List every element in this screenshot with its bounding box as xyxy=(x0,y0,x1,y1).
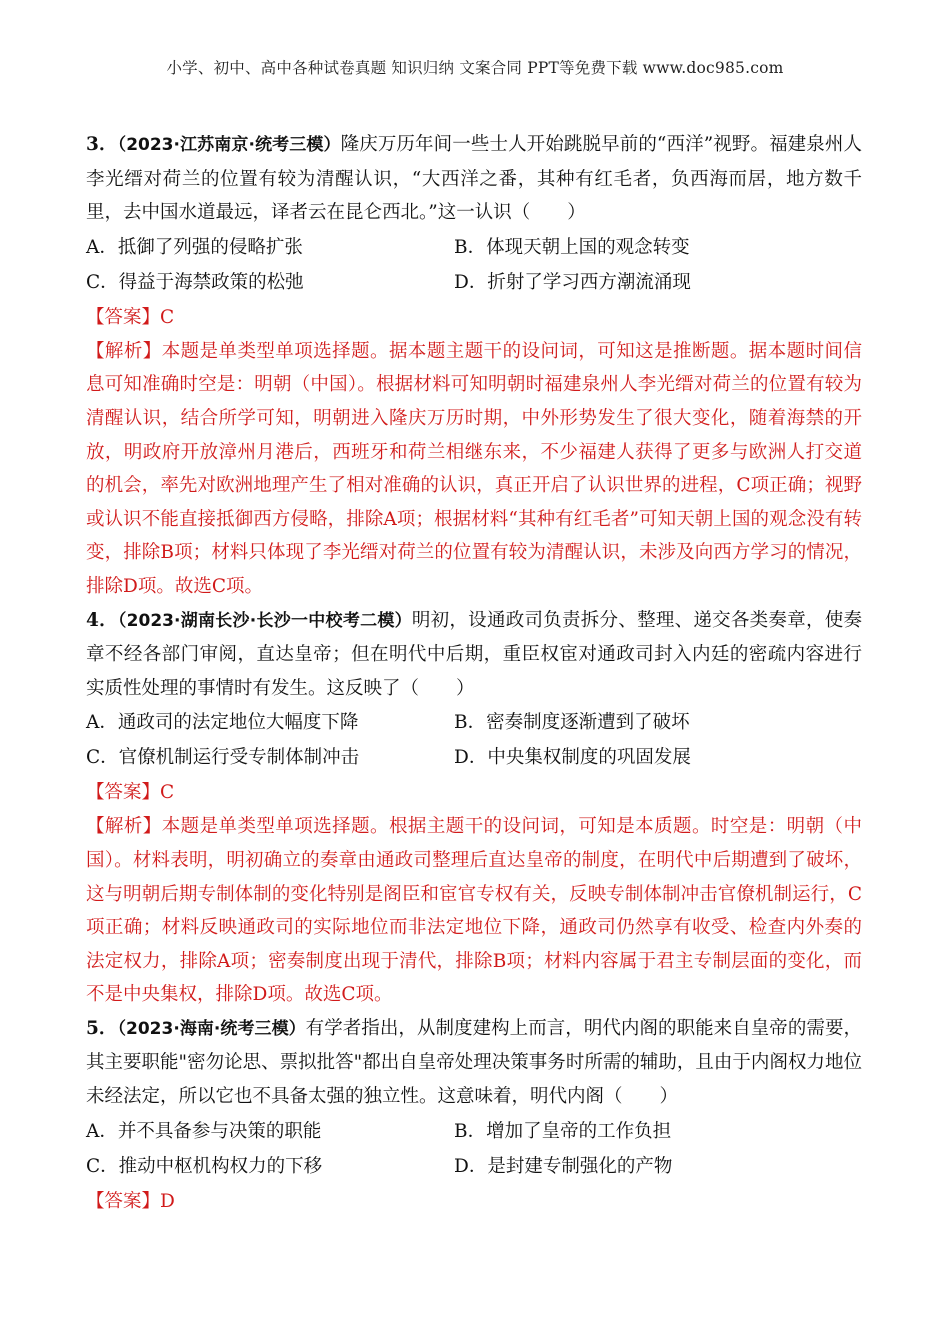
question-stem xyxy=(86,604,862,706)
option-d: D．是封建专制强化的产物 xyxy=(454,1155,673,1177)
option-b: B．密奏制度逐渐遭到了破坏 xyxy=(454,712,690,734)
option-c: C．推动中枢机构权力的下移 xyxy=(86,1155,323,1177)
question-5 xyxy=(86,1012,862,1219)
option-b: B．体现天朝上国的观念转变 xyxy=(454,236,690,258)
question-4 xyxy=(86,604,862,1012)
option-d: D．折射了学习西方潮流涌现 xyxy=(454,271,691,293)
analysis: 【解析】本题是单类型单项选择题。据本题主题干的设问词，可知这是推断题。据本题时间信息可知准确时空是：明朝（中国）。根据材料可知明朝时福建泉州人李光缙对荷兰的位置有较为清醒认识，结合所学可知，明朝进入隆庆万历时期，中外形势发生了很大变化，随着海禁的开放，明政府开放漳州月港后，西班牙和荷兰相继东来，不少福建人获得了更多与欧洲人打交道的机会，率先对欧洲地理产生了相对准确的认识，真正开启了认识世界的进程，C项正确；视野或认识不能直接抵御西方侵略，排除A项；根据材料“其种有红毛者”可知天朝上国的观念没有转变，排除B项；材料只体现了李光缙对荷兰的位置有较为清醒认识，未涉及向西方学习的情况，排除D项。故选C项。 xyxy=(86,340,862,597)
question-number: 4． xyxy=(86,609,118,631)
answer: 【答案】C xyxy=(86,306,175,328)
answer: 【答案】D xyxy=(86,1190,175,1212)
analysis: 【解析】本题是单类型单项选择题。根据主题干的设问词，可知是本质题。时空是：明朝（中国）。材料表明，明初确立的奏章由通政司整理后直达皇帝的制度，在明代中后期遭到了破坏，这与明朝后期专制体制的变化特别是阁臣和宦官专权有关，反映专制体制冲击官僚机制运行，C项正确；材料反映通政司的实际地位而非法定地位下降，通政司仍然享有收受、检查内外奏的法定权力，排除A项；密奏制度出现于清代，排除B项；材料内容属于君主专制层面的变化，而不是中央集权，排除D项。故选C项。 xyxy=(86,816,862,1006)
question-text: 明初，设通政司负责拆分、整理、递交各类奏章，使奏章不经各部门审阅，直达皇帝；但在明代中后期，重臣权宦对通政司封入内廷的密疏内容进行实质性处理的事情时有发生。这反映了（ ） xyxy=(86,609,862,699)
question-number: 5． xyxy=(86,1017,118,1039)
options xyxy=(86,1114,862,1184)
question-number: 3． xyxy=(86,134,118,155)
answer: 【答案】C xyxy=(86,782,175,804)
question-stem xyxy=(86,128,862,230)
question-text: 隆庆万历年间一些士人开始跳脱早前的“西洋”视野。福建泉州人李光缙对荷兰的位置有较为清醒认识，“大西洋之番，其种有红毛者，负西海而居，地方数千里，去中国水道最远，译者云在昆仑西北。”这一认识（ ） xyxy=(86,134,863,224)
option-c: C．官僚机制运行受专制体制冲击 xyxy=(86,747,360,769)
question-source: （2023·海南·统考三模） xyxy=(117,1018,306,1039)
question-3 xyxy=(86,128,862,604)
question-source: （2023·江苏南京·统考三模） xyxy=(117,135,341,155)
option-b: B．增加了皇帝的工作负担 xyxy=(454,1120,672,1142)
question-stem xyxy=(86,1012,862,1114)
option-c: C．得益于海禁政策的松弛 xyxy=(86,271,304,293)
options xyxy=(86,230,862,300)
option-a: A．抵御了列强的侵略扩张 xyxy=(86,236,303,258)
option-a: A．并不具备参与决策的职能 xyxy=(86,1120,322,1142)
document-body xyxy=(86,128,862,1219)
page-header: 小学、初中、高中各种试卷真题 知识归纳 文案合同 PPT等免费下载 www.doc985.com xyxy=(166,59,784,77)
option-d: D．中央集权制度的巩固发展 xyxy=(454,747,691,769)
question-source: （2023·湖南长沙·长沙一中校考二模） xyxy=(117,610,412,631)
option-a: A．通政司的法定地位大幅度下降 xyxy=(86,712,359,734)
options xyxy=(86,705,862,775)
question-text: 有学者指出，从制度建构上而言，明代内阁的职能来自皇帝的需要，其主要职能"密勿论思、票拟批答"都出自皇帝处理决策事务时所需的辅助，且由于内阁权力地位未经法定，所以它也不具备太强的独立性。这意味着，明代内阁（ ） xyxy=(86,1017,862,1108)
